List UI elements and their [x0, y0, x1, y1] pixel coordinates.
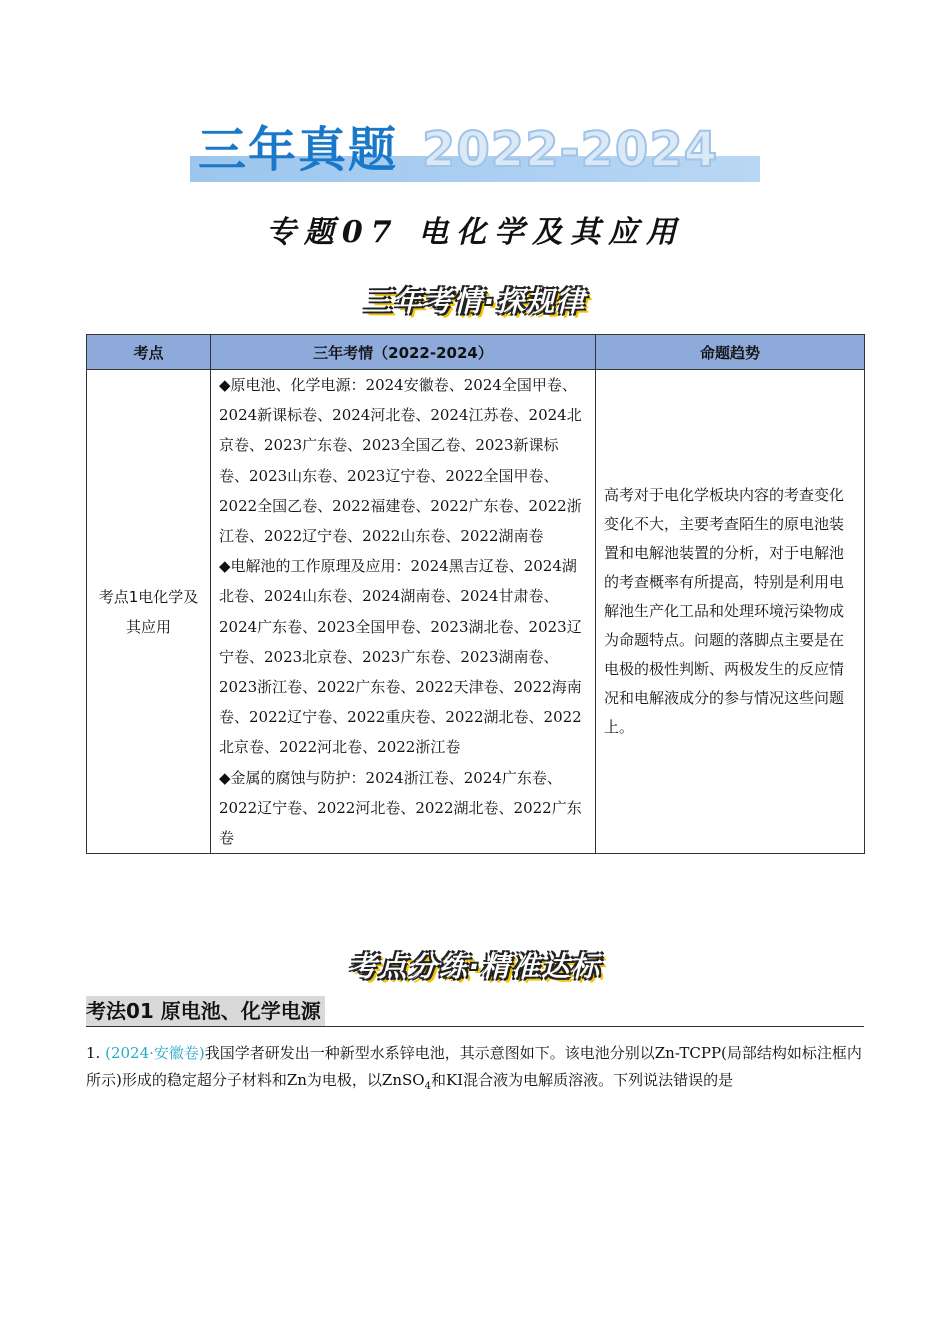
col-header-trend: 命题趋势 [596, 335, 865, 370]
method-heading [86, 996, 864, 1027]
exam-point-text: 考点1电化学及其应用 [98, 587, 199, 636]
banner-years: 2022-2024 [422, 122, 719, 178]
col-header-situation: 三年考情（2022-2024） [211, 335, 596, 370]
table-header-row [87, 335, 865, 370]
situation-primary-cells: ◆原电池、化学电源：2024安徽卷、2024全国甲卷、2024新课标卷、2024河北卷、2024江苏卷、2024北京卷、2023广东卷、2023全国乙卷、2023新课标卷、2023山东卷、2023辽宁卷、2022全国甲卷、2022全国乙卷、2022福建卷、2022广东卷、2022浙江卷、2022辽宁卷、2022山东卷、2022湖南卷 [219, 376, 582, 546]
header-banner [190, 120, 760, 184]
question-1 [86, 1040, 864, 1100]
question-source[interactable]: (2024·安徽卷) [105, 1044, 205, 1062]
question-subscript: 4 [424, 1081, 431, 1092]
question-number: 1. [86, 1044, 106, 1062]
trend-text: 高考对于电化学板块内容的考查变化变化不大，主要考查陌生的原电池装置和电解池装置的分析，对于电解池的考查概率有所提高，特别是利用电解池生产化工品和处理环境污染物成为命题特点。问题的落脚点主要是在电极的极性判断、两极发生的反应情况和电解液成分的参与情况这些问题上。 [604, 486, 845, 737]
exam-situation-cell [211, 370, 596, 854]
trend-cell [596, 370, 865, 854]
col-header-point: 考点 [87, 335, 211, 370]
exam-point-cell [87, 370, 211, 854]
section-banner-trends: 三年考情·探规律 [363, 285, 587, 318]
page-title: 专题07 电化学及其应用 [265, 215, 685, 250]
exam-table [86, 334, 865, 854]
section-banner-practice: 考点分练·精准达标 [348, 950, 602, 983]
situation-corrosion: ◆金属的腐蚀与防护：2024浙江卷、2024广东卷、2022辽宁卷、2022河北卷、2022湖北卷、2022广东卷 [219, 768, 582, 848]
question-text-part1: 我国学者研发出一种新型水系锌电池，其示意图如下。该电池分别以Zn-TCPP(局部结构如标注框内所示)形成的稳定超分子材料和Zn为电极，以ZnSO [86, 1044, 862, 1089]
banner-main-text: 三年真题 [198, 122, 399, 178]
method-title: 考法01 原电池、化学电源 [86, 996, 325, 1026]
table-row [87, 370, 865, 854]
situation-electrolysis: ◆电解池的工作原理及应用：2024黑吉辽卷、2024湖北卷、2024山东卷、2024湖南卷、2024甘肃卷、2024广东卷、2023全国甲卷、2023湖北卷、2023辽宁卷、2023北京卷、2023广东卷、2023湖南卷、2023浙江卷、2022广东卷、2022天津卷、2022海南卷、2022辽宁卷、2022重庆卷、2022湖北卷、2022北京卷、2022河北卷、2022浙江卷 [219, 557, 582, 757]
question-text-part2: 和KI混合液为电解质溶液。下列说法错误的是 [430, 1071, 734, 1089]
